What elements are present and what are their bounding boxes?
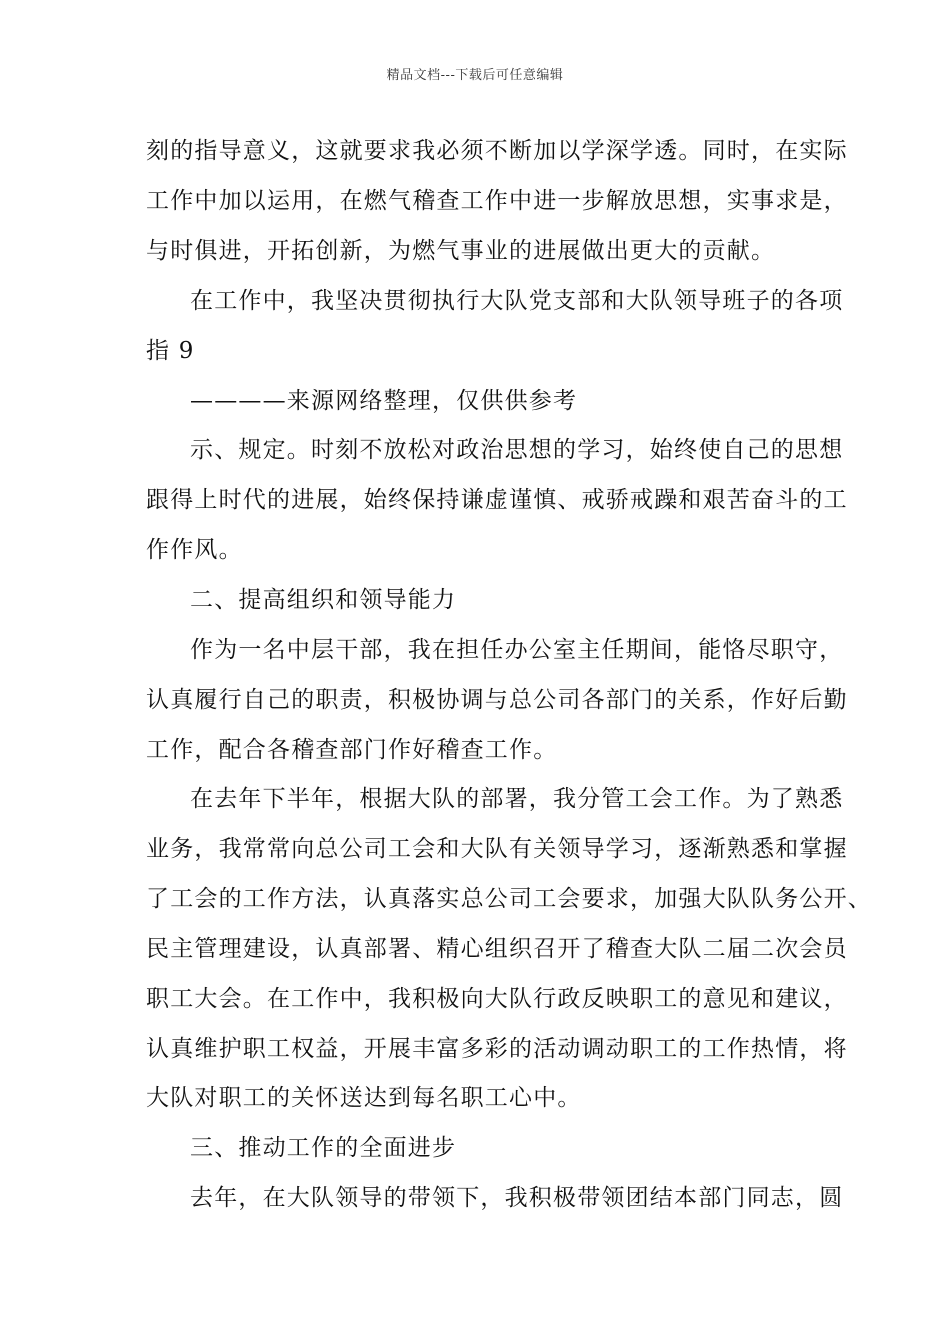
- body-line: 职工大会。在工作中，我积极向大队行政反映职工的意见和建议，: [146, 986, 848, 1012]
- body-line: 跟得上时代的进展，始终保持谦虚谨慎、戒骄戒躁和艰苦奋斗的工: [146, 487, 848, 513]
- body-line: 指 9: [146, 338, 195, 364]
- body-line: 认真维护职工权益，开展丰富多彩的活动调动职工的工作热情，将: [146, 1036, 848, 1062]
- body-line: 作为一名中层干部，我在担任办公室主任期间，能恪尽职守，: [190, 637, 844, 663]
- body-line: 刻的指导意义，这就要求我必须不断加以学深学透。同时，在实际: [146, 138, 848, 164]
- body-line: 业务，我常常向总公司工会和大队有关领导学习，逐渐熟悉和掌握: [146, 836, 848, 862]
- body-line: 大队对职工的关怀送达到每名职工心中。: [146, 1085, 582, 1111]
- body-line: 在工作中，我坚决贯彻执行大队党支部和大队领导班子的各项: [190, 288, 844, 314]
- body-line: 在去年下半年，根据大队的部署，我分管工会工作。为了熟悉: [190, 786, 844, 812]
- body-line: 了工会的工作方法，认真落实总公司工会要求，加强大队队务公开、: [146, 886, 872, 912]
- source-note: ————来源网络整理，仅供供参考: [190, 388, 578, 414]
- section-heading: 三、推动工作的全面进步: [190, 1135, 457, 1161]
- body-line: 工作中加以运用，在燃气稽查工作中进一步解放思想，实事求是，: [146, 188, 848, 214]
- body-line: 认真履行自己的职责，积极协调与总公司各部门的关系，作好后勤: [146, 687, 848, 713]
- body-line: 作作风。: [146, 537, 243, 563]
- body-line: 民主管理建设，认真部署、精心组织召开了稽查大队二届二次会员: [146, 936, 848, 962]
- section-heading: 二、提高组织和领导能力: [190, 587, 457, 613]
- body-line: 去年，在大队领导的带领下，我积极带领团结本部门同志，圆: [190, 1185, 844, 1211]
- body-line: 与时俱进，开拓创新，为燃气事业的进展做出更大的贡献。: [146, 238, 776, 264]
- body-line: 示、规定。时刻不放松对政治思想的学习，始终使自己的思想: [190, 437, 844, 463]
- body-line: 工作，配合各稽查部门作好稽查工作。: [146, 737, 558, 763]
- page-header: 精品文档---下载后可任意编辑: [386, 68, 564, 83]
